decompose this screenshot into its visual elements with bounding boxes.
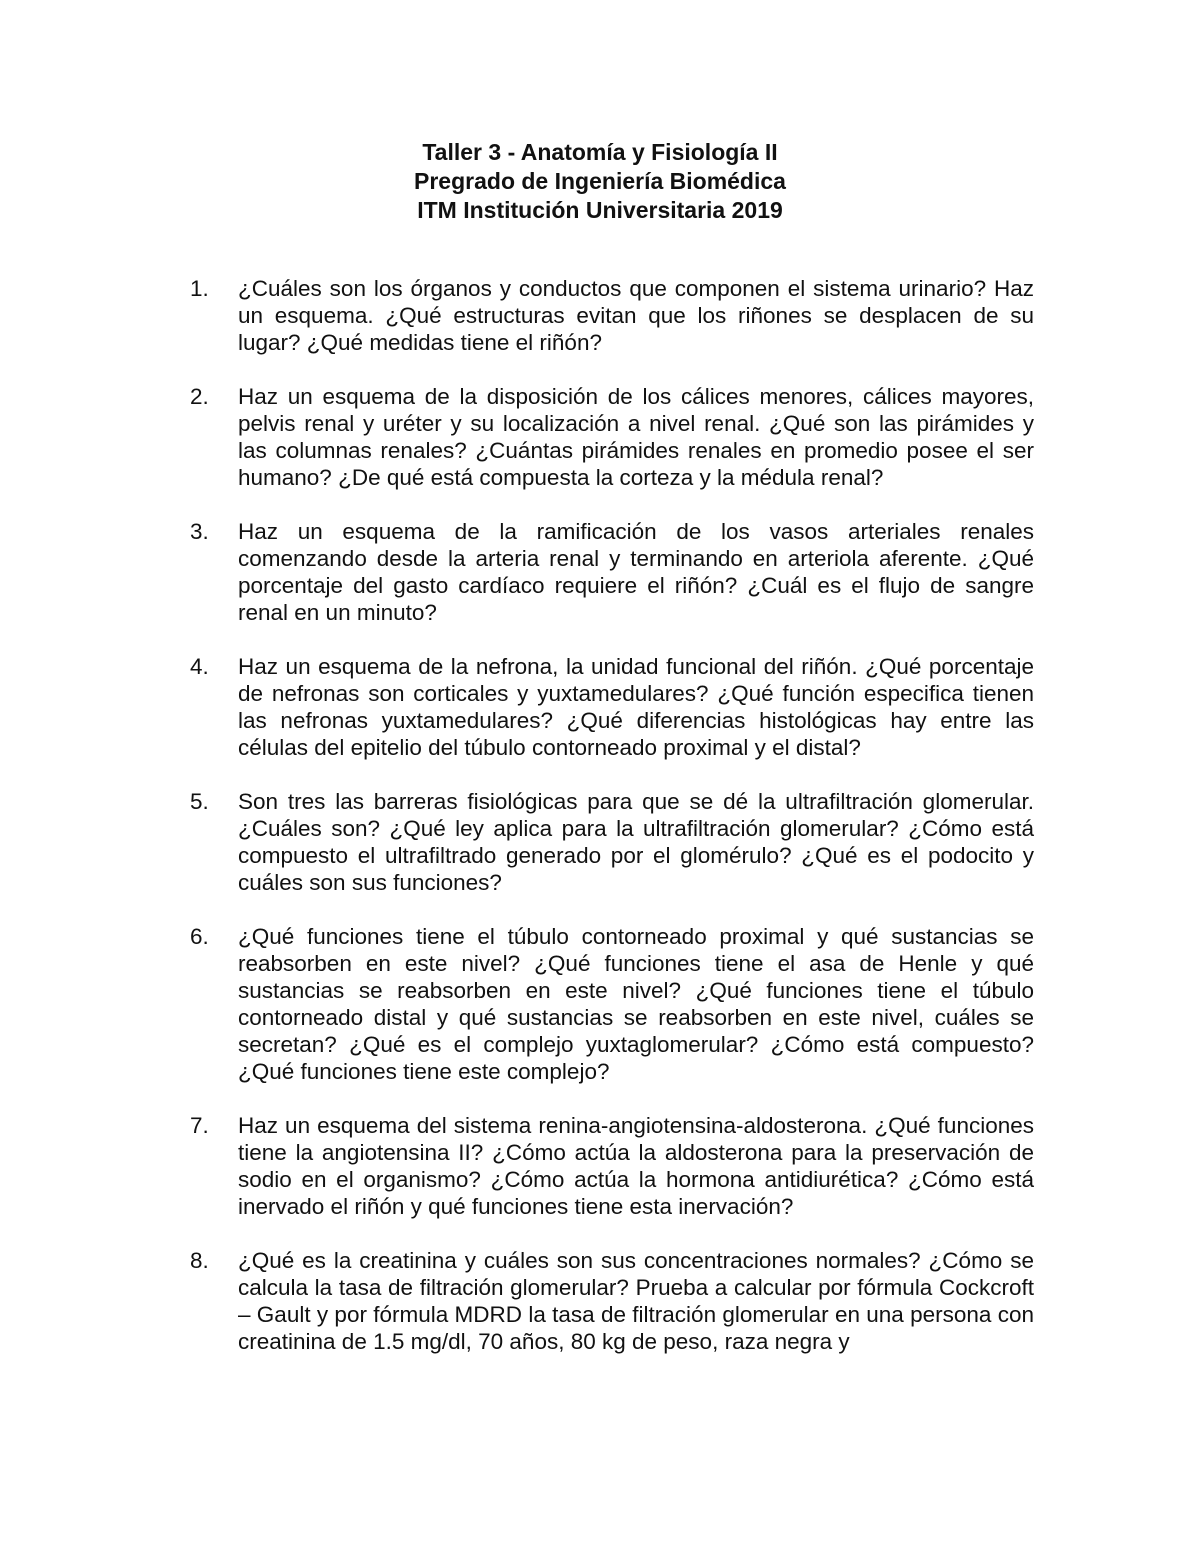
question-item-3 xyxy=(190,518,1034,626)
question-number: 6. xyxy=(190,924,209,949)
question-item-2 xyxy=(190,383,1034,491)
question-number: 5. xyxy=(190,789,209,814)
question-number: 1. xyxy=(190,276,209,301)
question-list xyxy=(190,275,1034,1382)
header-title: Taller 3 - Anatomía y Fisiología II xyxy=(422,139,778,165)
question-text: Haz un esquema de la nefrona, la unidad funcional del riñón. ¿Qué porcentaje de nefronas son corticales y yuxtamedulares? ¿Qué función especifica tienen las nefronas yuxtamedulares? ¿Qué diferencias histológicas hay entre las células del epitelio del túbulo contorneado proximal y el distal? xyxy=(238,654,1034,760)
question-text: ¿Qué funciones tiene el túbulo contorneado proximal y qué sustancias se reabsorben en este nivel? ¿Qué funciones tiene el asa de Henle y qué sustancias se reabsorben en este nivel? ¿Qué funciones tiene el túbulo contorneado distal y qué sustancias se reabsorben en este nivel, cuáles se secretan? ¿Qué es el complejo yuxtaglomerular? ¿Cómo está compuesto? ¿Qué funciones tiene este complejo? xyxy=(238,924,1034,1084)
question-item-4 xyxy=(190,653,1034,761)
question-item-8 xyxy=(190,1247,1034,1355)
question-text: Son tres las barreras fisiológicas para que se dé la ultrafiltración glomerular. ¿Cuáles son? ¿Qué ley aplica para la ultrafiltración glomerular? ¿Cómo está compuesto el ultrafiltrado generado por el glomérulo? ¿Qué es el podocito y cuáles son sus funciones? xyxy=(238,789,1034,895)
question-item-5 xyxy=(190,788,1034,896)
question-number: 2. xyxy=(190,384,209,409)
question-text: Haz un esquema del sistema renina-angiotensina-aldosterona. ¿Qué funciones tiene la angiotensina II? ¿Cómo actúa la aldosterona para la preservación de sodio en el organismo? ¿Cómo actúa la hormona antidiurética? ¿Cómo está inervado el riñón y qué funciones tiene esta inervación? xyxy=(238,1113,1034,1219)
question-text: Haz un esquema de la ramificación de los vasos arteriales renales comenzando desde la arteria renal y terminando en arteriola aferente. ¿Qué porcentaje del gasto cardíaco requiere el riñón? ¿Cuál es el flujo de sangre renal en un minuto? xyxy=(238,519,1034,625)
document-header xyxy=(0,138,1200,225)
header-program: Pregrado de Ingeniería Biomédica xyxy=(414,168,786,194)
question-text: ¿Cuáles son los órganos y conductos que componen el sistema urinario? Haz un esquema. ¿Qué estructuras evitan que los riñones se desplacen de su lugar? ¿Qué medidas tiene el riñón? xyxy=(238,276,1034,355)
question-number: 8. xyxy=(190,1248,209,1273)
question-item-1 xyxy=(190,275,1034,356)
question-number: 3. xyxy=(190,519,209,544)
header-institution: ITM Institución Universitaria 2019 xyxy=(417,197,783,223)
question-number: 7. xyxy=(190,1113,209,1138)
question-text: Haz un esquema de la disposición de los cálices menores, cálices mayores, pelvis renal y uréter y su localización a nivel renal. ¿Qué son las pirámides y las columnas renales? ¿Cuántas pirámides renales en promedio posee el ser humano? ¿De qué está compuesta la corteza y la médula renal? xyxy=(238,384,1034,490)
question-number: 4. xyxy=(190,654,209,679)
question-item-7 xyxy=(190,1112,1034,1220)
question-text: ¿Qué es la creatinina y cuáles son sus concentraciones normales? ¿Cómo se calcula la tasa de filtración glomerular? Prueba a calcular por fórmula Cockcroft – Gault y por fórmula MDRD la tasa de filtración glomerular en una persona con creatinina de 1.5 mg/dl, 70 años, 80 kg de peso, raza negra y xyxy=(238,1248,1034,1354)
question-item-6 xyxy=(190,923,1034,1085)
